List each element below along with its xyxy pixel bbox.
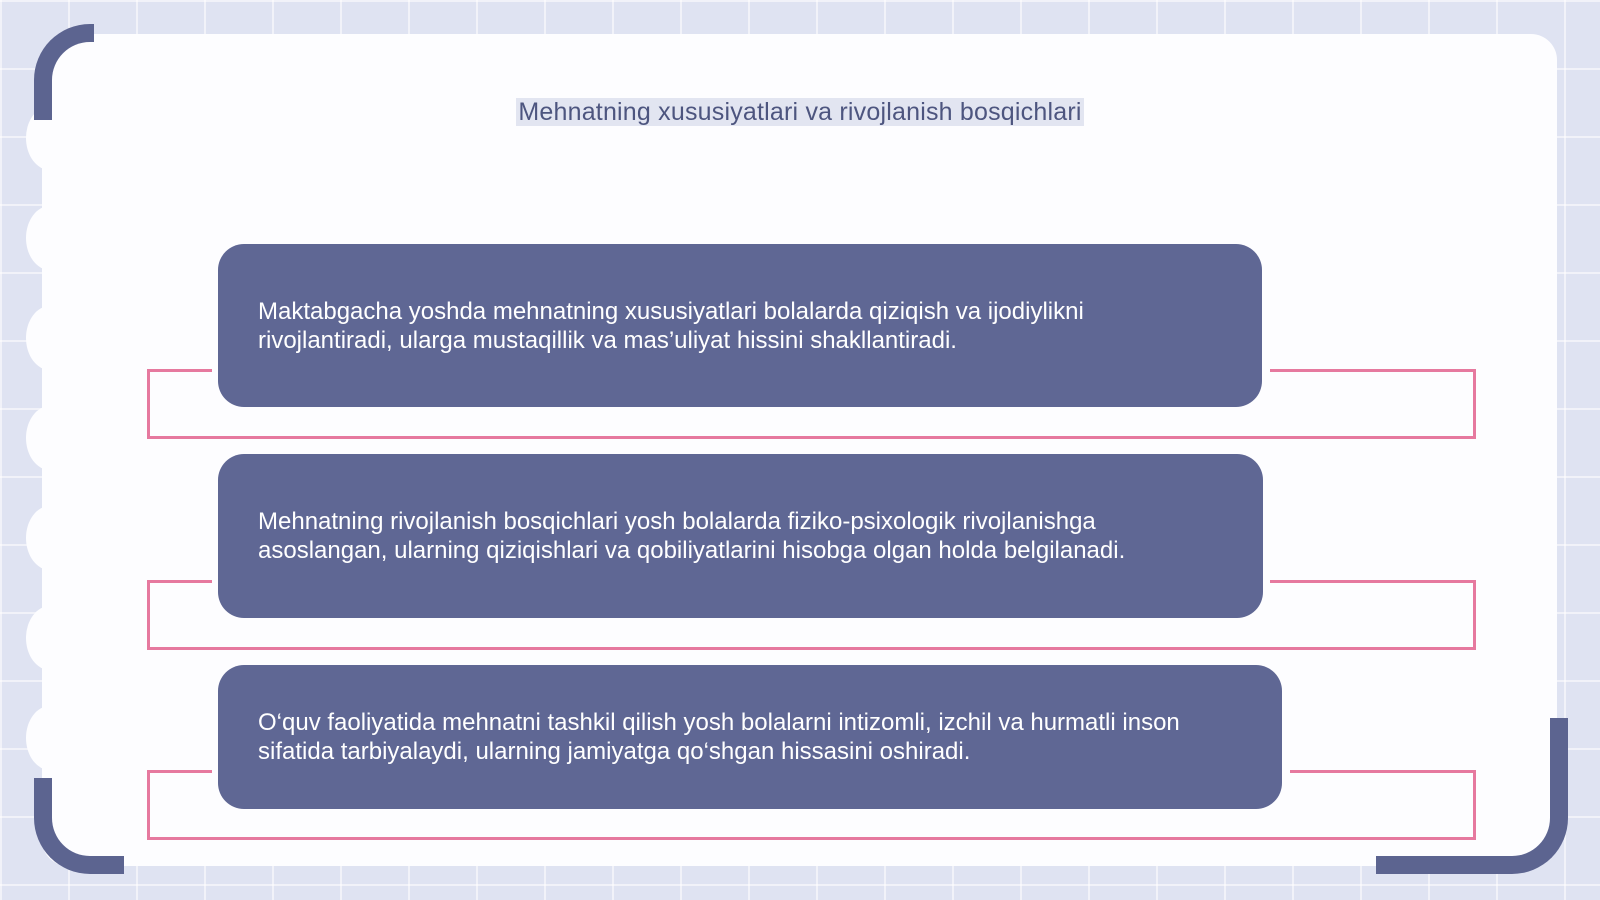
notebook-scallop: [26, 506, 74, 570]
info-card-text: O‘quv faoliyatida mehnatni tashkil qilish yosh bolalarni intizomli, izchil va hurmatli inson sifatida tarbiyalaydi, ularning jamiyatga qo‘shgan hissasini oshiradi.: [258, 709, 1180, 765]
frame-corner-bottom-left: [34, 778, 124, 874]
notebook-scallop: [26, 406, 74, 470]
notebook-scallop: [26, 606, 74, 670]
info-card-text: Maktabgacha yoshda mehnatning xususiyatlari bolalarda qiziqish va ijodiylikni rivojlantiradi, ularga mustaqillik va mas’uliyat hissini shakllantiradi.: [258, 297, 1084, 354]
slide-title-text: Mehnatning xususiyatlari va rivojlanish bosqichlari: [518, 98, 1082, 126]
notebook-scallop: [26, 706, 74, 770]
slide-title: [0, 95, 1600, 129]
info-card-text: Mehnatning rivojlanish bosqichlari yosh bolalarda fiziko-psixologik rivojlanishga asoslangan, ularning qiziqishlari va qobiliyatlarini hisobga olgan holda belgilanadi.: [258, 508, 1126, 564]
info-card: [218, 244, 1262, 407]
info-card: [218, 454, 1263, 618]
notebook-scallop: [26, 206, 74, 270]
notebook-scallop: [26, 306, 74, 370]
info-card: [218, 665, 1282, 809]
